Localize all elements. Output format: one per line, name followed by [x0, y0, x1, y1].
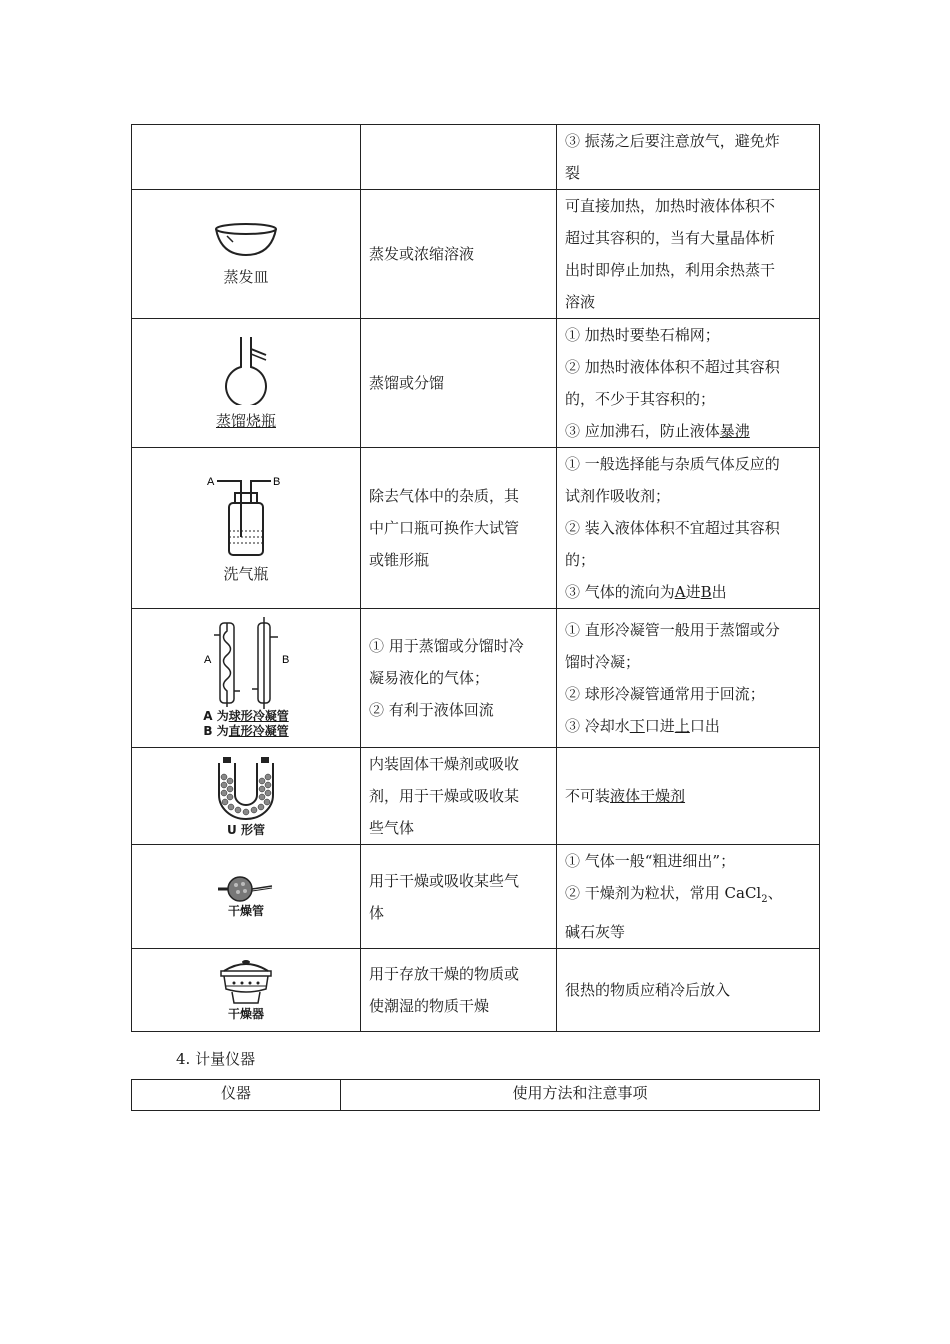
instrument-name: U 形管 [227, 822, 265, 837]
note-line: ② 加热时液体体积不超过其容积 [565, 358, 780, 376]
table-row [132, 949, 820, 1032]
label-b: B [273, 475, 281, 488]
measuring-instruments-table [131, 1079, 820, 1111]
column-header: 仪器 [132, 1080, 341, 1111]
note-line: ③ 振荡之后要注意放气，避免炸 [565, 132, 780, 150]
note-line: ① 气体一般“粗进细出”； [565, 852, 736, 870]
note-line: 的，不少于其容积的； [565, 390, 716, 408]
instrument-table [131, 124, 820, 1032]
instrument-name: 干燥器 [227, 1006, 264, 1021]
use-cell: 蒸馏或分馏 [361, 319, 557, 448]
instrument-name: A 为球形冷凝管 [203, 709, 289, 723]
condenser-icon [196, 617, 296, 709]
image-cell [132, 609, 361, 748]
note-line: 的； [565, 551, 596, 569]
note-line: ② 装入液体体积不宜超过其容积 [565, 519, 780, 537]
gas-washing-bottle-icon [201, 473, 291, 558]
note-line: 试剂作吸收剂； [565, 487, 671, 505]
instrument-name: B 为直形冷凝管 [203, 724, 289, 738]
notes-cell [557, 748, 820, 845]
note-line: ② 球形冷凝管通常用于回流； [565, 685, 765, 703]
note-line: 碱石灰等 [565, 923, 626, 941]
use-cell: 除去气体中的杂质，其 中广口瓶可换作大试管 或锥形瓶 [361, 448, 557, 609]
drying-tube-icon [216, 874, 276, 904]
notes-cell [557, 125, 820, 190]
use-cell [361, 125, 557, 190]
use-cell: 内装固体干燥剂或吸收 剂，用于干燥或吸收某 些气体 [361, 748, 557, 845]
column-header: 使用方法和注意事项 [341, 1080, 820, 1111]
image-cell [132, 748, 361, 845]
notes-cell [557, 609, 820, 748]
table-row [132, 609, 820, 748]
table-row [132, 748, 820, 845]
table-row [132, 448, 820, 609]
table-row [132, 190, 820, 319]
table-header-row [132, 1080, 820, 1111]
label-a: A [204, 654, 212, 666]
instrument-name: 蒸馏烧瓶 [215, 412, 276, 430]
instrument-name: 蒸发皿 [223, 268, 269, 286]
instrument-name: 洗气瓶 [223, 564, 269, 583]
note-line: ② 干燥剂为粒状，常用 CaCl$_2$、 [565, 884, 783, 905]
note-line: ③ 应加沸石，防止液体暴沸 [565, 422, 750, 440]
note-line: 超过其容积的，当有大量晶体析 [565, 229, 776, 247]
notes-cell [557, 190, 820, 319]
use-cell: 用于干燥或吸收某些气 体 [361, 845, 557, 949]
note-line: 溶液 [565, 293, 596, 311]
note-line: 裂 [565, 164, 581, 182]
evaporating-dish-icon [211, 221, 281, 261]
note-line: ① 一般选择能与杂质气体反应的 [565, 455, 780, 473]
use-cell: ① 用于蒸馏或分馏时冷 凝易液化的气体； ② 有利于液体回流 [361, 609, 557, 748]
image-cell [132, 448, 361, 609]
notes-cell [557, 949, 820, 1032]
notes-cell [557, 319, 820, 448]
label-a: A [207, 475, 215, 488]
u-tube-icon [211, 755, 281, 823]
image-cell [132, 125, 361, 190]
note-line: 很热的物质应稍冷后放入 [565, 981, 731, 999]
table-row [132, 125, 820, 190]
note-line: 馏时冷凝； [565, 653, 641, 671]
desiccator-icon [216, 959, 276, 1007]
note-line: ① 加热时要垫石棉网； [565, 326, 720, 344]
distilling-flask-icon [216, 335, 276, 405]
image-cell [132, 319, 361, 448]
image-cell [132, 190, 361, 319]
table-row [132, 319, 820, 448]
notes-cell [557, 448, 820, 609]
use-cell: 用于存放干燥的物质或 使潮湿的物质干燥 [361, 949, 557, 1032]
image-cell [132, 949, 361, 1032]
notes-cell [557, 845, 820, 949]
image-cell [132, 845, 361, 949]
note-line: 不可装液体干燥剂 [565, 787, 686, 805]
table-row [132, 845, 820, 949]
label-b: B [282, 654, 290, 666]
note-line: 可直接加热，加热时液体体积不 [565, 197, 776, 215]
use-cell: 蒸发或浓缩溶液 [361, 190, 557, 319]
note-line: ① 直形冷凝管一般用于蒸馏或分 [565, 621, 780, 639]
note-line: ③ 气体的流向为A进B出 [565, 583, 727, 601]
section-heading: 4. 计量仪器 [176, 1050, 256, 1068]
note-line: 出时即停止加热，利用余热蒸干 [565, 261, 776, 279]
instrument-name: 干燥管 [227, 904, 264, 918]
note-line: ③ 冷却水下口进上口出 [565, 717, 720, 735]
